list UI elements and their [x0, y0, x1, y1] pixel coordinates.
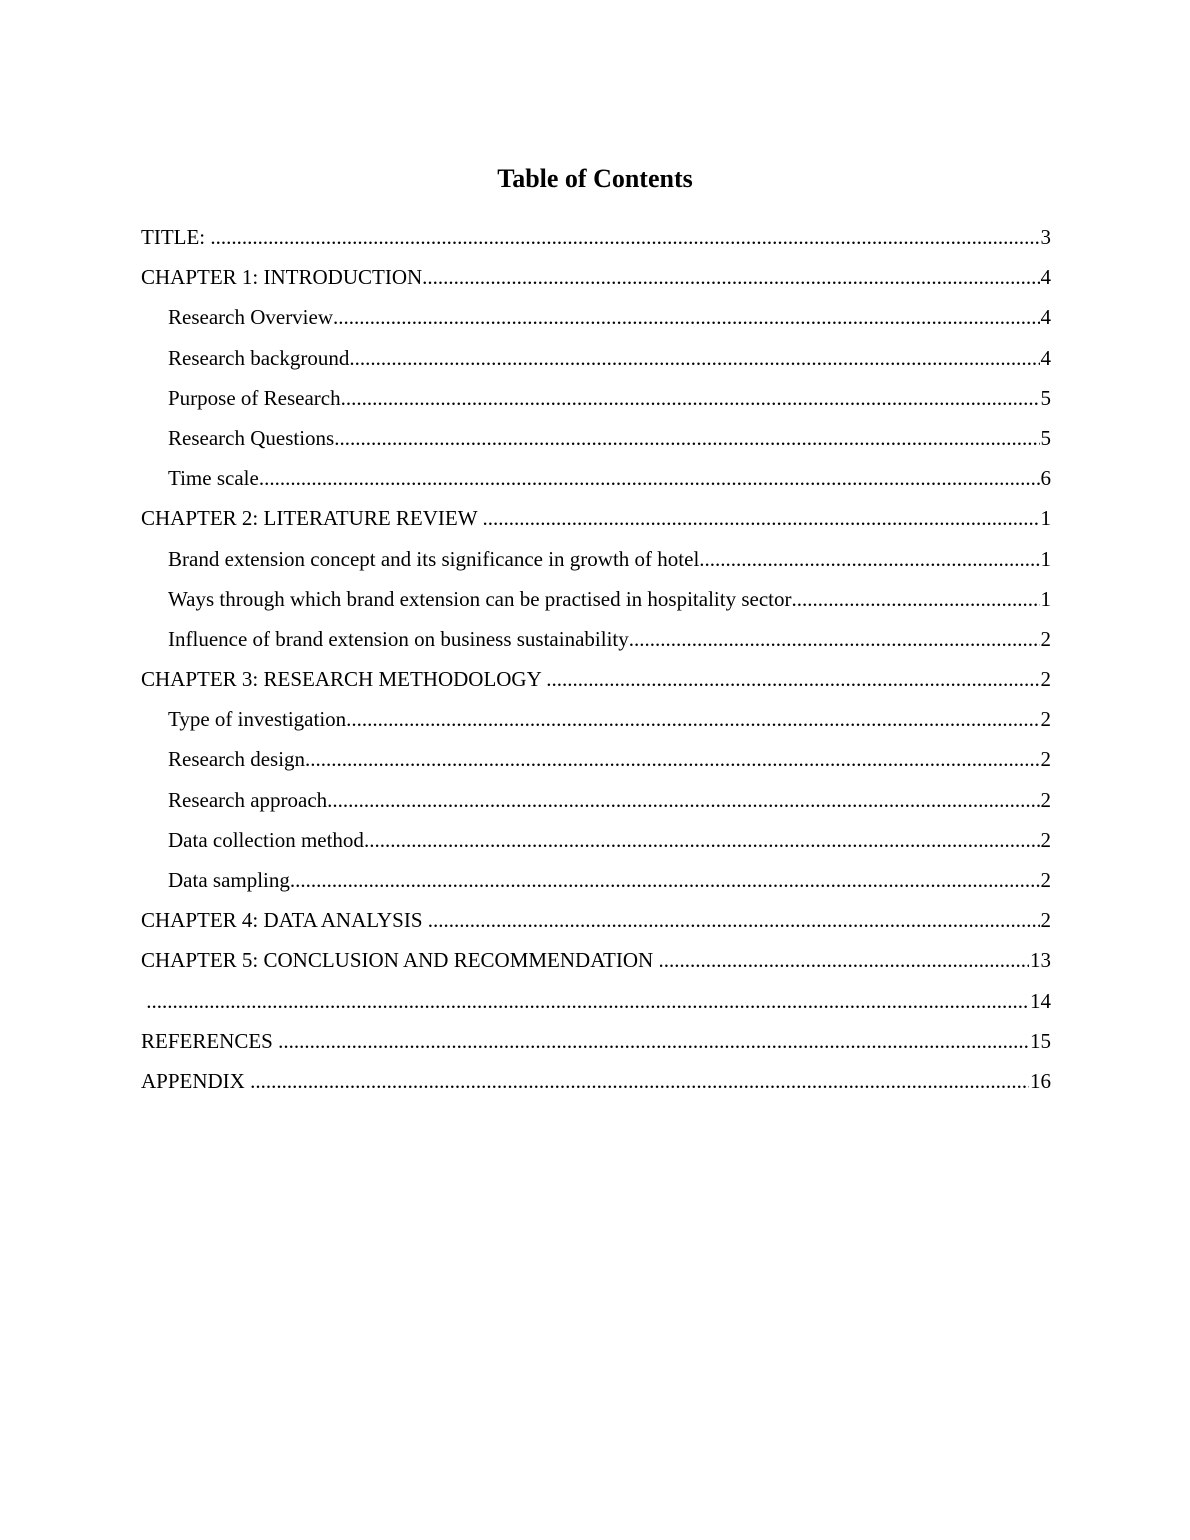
- toc-entry-label: Research Overview: [168, 305, 334, 330]
- dot-leader: [333, 300, 1039, 334]
- toc-entry-label: CHAPTER 4: DATA ANALYSIS: [141, 908, 428, 933]
- dot-leader: [250, 1064, 1029, 1098]
- toc-entry[interactable]: [141, 1064, 1051, 1104]
- toc-entry-page-number: 3: [1040, 225, 1051, 249]
- toc-entry-label: Data sampling: [168, 868, 290, 892]
- toc-entry-label: CHAPTER 2: LITERATURE REVIEW: [141, 506, 483, 531]
- toc-entry-page-number: 2: [1040, 707, 1051, 732]
- toc-entry[interactable]: [141, 461, 1051, 501]
- toc-entry[interactable]: [141, 903, 1051, 943]
- toc-entry-label: Type of investigation: [168, 707, 347, 732]
- toc-entry-page-number: 16: [1030, 1068, 1051, 1093]
- toc-entry[interactable]: [141, 260, 1051, 300]
- toc-entry[interactable]: [141, 742, 1051, 782]
- dot-leader: [546, 662, 1039, 696]
- dot-leader: [364, 823, 1040, 857]
- toc-entry[interactable]: [141, 341, 1051, 381]
- dot-leader: [482, 501, 1039, 535]
- dot-leader: [341, 381, 1040, 415]
- dot-leader: [629, 622, 1040, 656]
- toc-entry[interactable]: [141, 783, 1051, 823]
- dot-leader: [791, 582, 1039, 616]
- toc-entry-page-number: 2: [1040, 908, 1051, 933]
- toc-entry-page-number: 15: [1030, 1028, 1051, 1053]
- toc-entry[interactable]: [141, 381, 1051, 421]
- toc-entry-page-number: 4: [1040, 305, 1051, 330]
- dot-leader: [210, 220, 1039, 254]
- toc-entry-label: Research design: [168, 747, 306, 772]
- toc-entry-page-number: 2: [1040, 827, 1051, 852]
- toc-entry-label: Ways through which brand extension can be practised in hospitality sector: [168, 586, 792, 611]
- dot-leader: [699, 542, 1039, 576]
- toc-entry-page-number: 1: [1040, 586, 1051, 611]
- toc-entry-label: Data collection method: [168, 827, 364, 852]
- dot-leader: [305, 742, 1039, 776]
- toc-entry-page-number: 2: [1040, 667, 1051, 692]
- toc-entry[interactable]: [141, 542, 1051, 582]
- toc-entry[interactable]: [141, 863, 1051, 903]
- toc-list: [141, 220, 1051, 1104]
- toc-entry-label: Influence of brand extension on business sustainability: [168, 626, 629, 651]
- toc-entry[interactable]: [141, 501, 1051, 541]
- dot-leader: [422, 260, 1039, 294]
- toc-title: Table of Contents: [497, 164, 693, 193]
- toc-entry-label: Research Questions: [168, 425, 335, 450]
- toc-entry-page-number: 2: [1040, 868, 1051, 892]
- toc-entry-page-number: 1: [1040, 506, 1051, 531]
- toc-entry-page-number: 2: [1040, 747, 1051, 772]
- dot-leader: [146, 984, 1029, 1018]
- toc-entry-label: Brand extension concept and its significance in growth of hotel: [168, 546, 700, 571]
- toc-entry-page-number: 4: [1040, 345, 1051, 370]
- dot-leader: [349, 341, 1039, 375]
- toc-entry-page-number: 2: [1040, 787, 1051, 812]
- toc-entry-page-number: 5: [1040, 385, 1051, 410]
- toc-entry[interactable]: [141, 984, 1051, 1024]
- toc-entry-label: CHAPTER 5: CONCLUSION AND RECOMMENDATION: [141, 948, 659, 973]
- toc-entry[interactable]: [141, 582, 1051, 622]
- toc-entry-label: Time scale: [168, 466, 259, 491]
- toc-entry-page-number: 5: [1040, 425, 1051, 450]
- dot-leader: [428, 903, 1040, 937]
- toc-entry-label: Research approach: [168, 787, 328, 812]
- toc-entry-page-number: 2: [1040, 626, 1051, 651]
- toc-entry[interactable]: [141, 702, 1051, 742]
- toc-entry-label: Purpose of Research: [168, 385, 341, 410]
- toc-entry-label: Research background: [168, 345, 350, 370]
- toc-entry-label: REFERENCES: [141, 1028, 279, 1053]
- toc-entry[interactable]: [141, 300, 1051, 340]
- dot-leader: [327, 783, 1039, 817]
- toc-entry-label: TITLE:: [141, 225, 211, 249]
- toc-entry-label: APPENDIX: [141, 1068, 251, 1093]
- toc-entry-page-number: 6: [1040, 466, 1051, 491]
- toc-entry[interactable]: [141, 421, 1051, 461]
- dot-leader: [278, 1024, 1029, 1058]
- dot-leader: [658, 943, 1029, 977]
- toc-entry-page-number: 1: [1040, 546, 1051, 571]
- toc-entry-label: CHAPTER 1: INTRODUCTION: [141, 265, 423, 290]
- toc-entry[interactable]: [141, 220, 1051, 260]
- toc-entry-page-number: 13: [1030, 948, 1051, 973]
- dot-leader: [346, 702, 1039, 736]
- toc-entry-page-number: 4: [1040, 265, 1051, 290]
- toc-entry-label: CHAPTER 3: RESEARCH METHODOLOGY: [141, 667, 547, 692]
- toc-entry-page-number: 14: [1030, 988, 1051, 1013]
- toc-entry[interactable]: [141, 662, 1051, 702]
- dot-leader: [290, 863, 1040, 897]
- dot-leader: [334, 421, 1039, 455]
- toc-entry[interactable]: [141, 622, 1051, 662]
- toc-entry[interactable]: [141, 823, 1051, 863]
- toc-entry[interactable]: [141, 943, 1051, 983]
- toc-entry[interactable]: [141, 1024, 1051, 1064]
- dot-leader: [259, 461, 1040, 495]
